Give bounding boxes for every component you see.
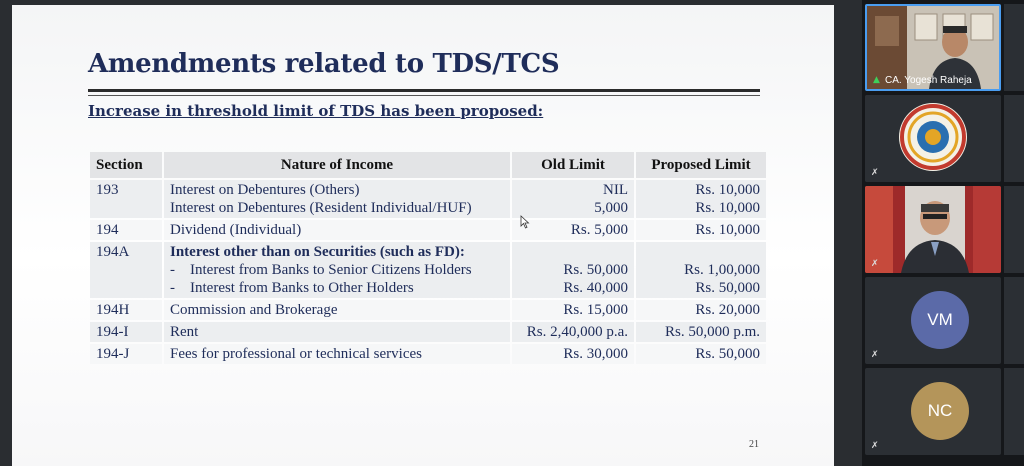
header-section: Section [90, 152, 162, 178]
cell-old-limit [512, 180, 634, 218]
old-value: Rs. 40,000 [563, 280, 628, 296]
cell-proposed-limit [636, 344, 766, 364]
new-value: Rs. 50,000 p.m. [664, 324, 760, 340]
old-value: Rs. 2,40,000 p.a. [526, 324, 628, 340]
participant-tile[interactable] [865, 186, 1001, 273]
slide-subtitle: Increase in threshold limit of TDS has been proposed: [88, 102, 544, 120]
cell-old-limit [512, 242, 634, 298]
cell-old-limit [512, 322, 634, 342]
cell-old-limit [512, 220, 634, 240]
participant-tile-partial [1004, 186, 1024, 273]
mic-muted-icon: ✗ [871, 441, 879, 451]
nature-line: Fees for professional or technical services [170, 346, 422, 362]
cell-proposed-limit [636, 322, 766, 342]
old-value: NIL [603, 182, 628, 198]
cell-old-limit [512, 300, 634, 320]
nature-text: Interest from Banks to Other Holders [190, 280, 414, 296]
new-value: Rs. 1,00,000 [684, 262, 760, 278]
table-row [90, 344, 766, 364]
table-row [90, 322, 766, 342]
tds-threshold-table [88, 150, 768, 366]
new-value-spacer [642, 243, 760, 261]
title-rule-thick [88, 89, 760, 92]
participant-tile[interactable] [865, 277, 1001, 364]
participant-video-feed [865, 186, 1001, 273]
participants-panel [862, 0, 1024, 466]
cell-nature [164, 300, 510, 320]
participant-tile-partial [1004, 277, 1024, 364]
old-value: Rs. 15,000 [563, 302, 628, 318]
institute-logo [865, 95, 1001, 182]
header-old-limit: Old Limit [512, 152, 634, 178]
mic-icon: ▲ [873, 75, 880, 85]
table-header-row [90, 152, 766, 178]
old-value: 5,000 [594, 200, 628, 216]
participant-avatar: NC [911, 382, 969, 440]
cell-nature [164, 180, 510, 218]
table-row [90, 242, 766, 298]
cell-section: 194 [90, 220, 162, 240]
nature-line: Interest on Debentures (Others) [170, 182, 360, 198]
nature-line [170, 261, 504, 279]
new-value: Rs. 10,000 [695, 222, 760, 238]
participant-avatar: VM [911, 291, 969, 349]
title-rule-thin [88, 95, 760, 96]
cell-nature [164, 220, 510, 240]
nature-text: Interest from Banks to Senior Citizens Holders [190, 262, 472, 278]
mic-muted-icon: ✗ [871, 259, 879, 269]
cell-nature [164, 322, 510, 342]
presentation-slide [12, 5, 834, 466]
new-value: Rs. 50,000 [695, 280, 760, 296]
old-value: Rs. 5,000 [570, 222, 628, 238]
nature-line [170, 279, 504, 297]
participant-tile[interactable] [865, 4, 1001, 91]
cell-proposed-limit [636, 300, 766, 320]
table-row [90, 300, 766, 320]
dash-bullet: - [170, 280, 175, 296]
cell-old-limit [512, 344, 634, 364]
participant-tile[interactable] [865, 95, 1001, 182]
nature-line: Dividend (Individual) [170, 222, 302, 238]
cell-nature [164, 344, 510, 364]
old-value: Rs. 30,000 [563, 346, 628, 362]
new-value: Rs. 50,000 [695, 346, 760, 362]
header-nature: Nature of Income [164, 152, 510, 178]
slide-page-number: 21 [749, 439, 759, 450]
new-value: Rs. 10,000 [695, 182, 760, 198]
nature-heading: Interest other than on Securities (such as FD): [170, 244, 465, 260]
participant-name: CA. Yogesh Raheja [885, 75, 972, 86]
participant-tile-partial [1004, 368, 1024, 455]
cell-section: 193 [90, 180, 162, 218]
participant-tile[interactable] [865, 368, 1001, 455]
header-proposed-limit: Proposed Limit [636, 152, 766, 178]
cell-section: 194-J [90, 344, 162, 364]
cell-proposed-limit [636, 180, 766, 218]
cell-proposed-limit [636, 242, 766, 298]
cell-section: 194-I [90, 322, 162, 342]
cell-proposed-limit [636, 220, 766, 240]
cell-nature [164, 242, 510, 298]
slide-title: Amendments related to TDS/TCS [88, 49, 560, 79]
mic-muted-icon: ✗ [871, 168, 879, 178]
nature-line: Commission and Brokerage [170, 302, 338, 318]
cell-section: 194H [90, 300, 162, 320]
table-row [90, 220, 766, 240]
mouse-pointer-icon [520, 215, 530, 229]
table-row [90, 180, 766, 218]
old-value-spacer [518, 243, 628, 261]
mic-muted-icon: ✗ [871, 350, 879, 360]
dash-bullet: - [170, 262, 175, 278]
nature-line: Interest on Debentures (Resident Individual/HUF) [170, 200, 472, 216]
participant-tile-partial [1004, 95, 1024, 182]
new-value: Rs. 10,000 [695, 200, 760, 216]
new-value: Rs. 20,000 [695, 302, 760, 318]
nature-line: Rent [170, 324, 199, 340]
cell-section: 194A [90, 242, 162, 298]
participant-tile-partial [1004, 4, 1024, 91]
old-value: Rs. 50,000 [563, 262, 628, 278]
